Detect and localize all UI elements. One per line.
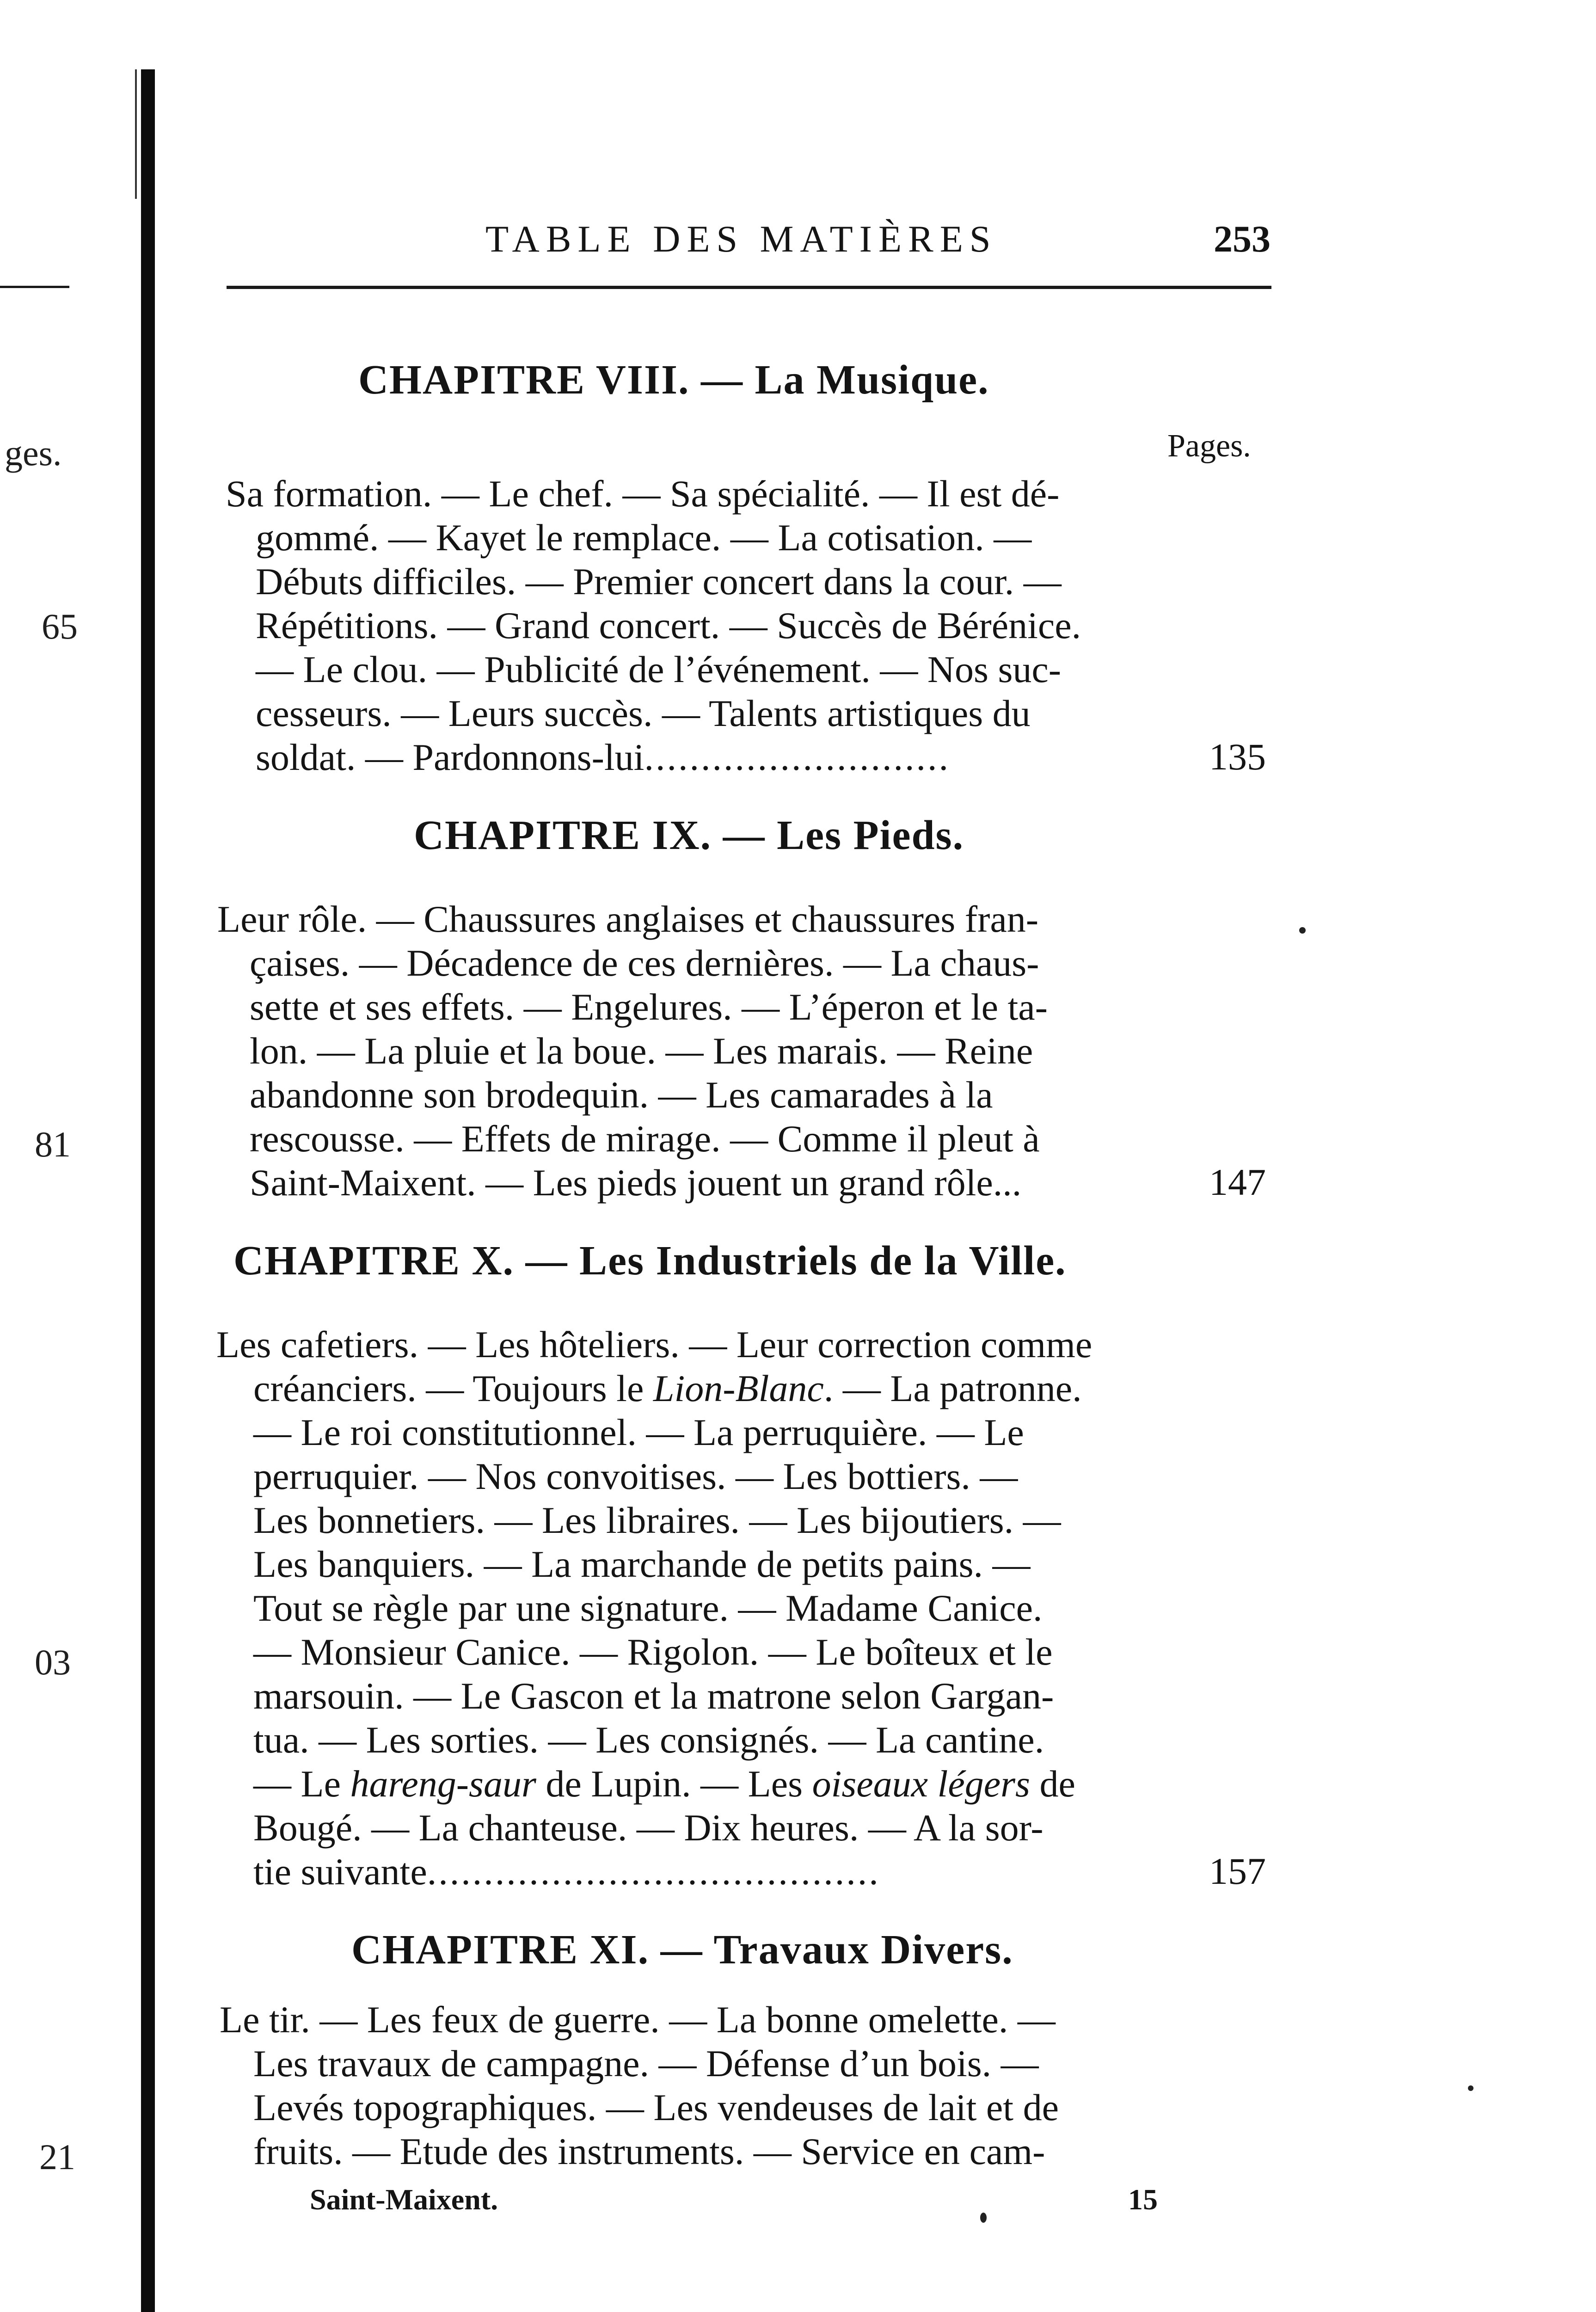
margin-fragment: 81 bbox=[35, 1124, 71, 1164]
entry-line bbox=[253, 1850, 880, 1894]
signature-mark: 15 bbox=[1128, 2183, 1158, 2216]
margin-fragment: ges. bbox=[5, 433, 62, 473]
entry-line bbox=[253, 1762, 1075, 1806]
entry-line bbox=[256, 735, 950, 779]
chapter-title: CHAPITRE X. — Les Industriels de la Ville. bbox=[233, 1238, 1067, 1284]
binding-edge bbox=[135, 69, 137, 199]
entry-line: abandonne son brodequin. — Les camarades à la bbox=[250, 1074, 993, 1116]
entry-italic: Lion-Blanc bbox=[653, 1367, 824, 1409]
entry-line: — Monsieur Canice. — Rigolon. — Le boîteux et le bbox=[253, 1631, 1053, 1673]
entry-last-text: tie suivante bbox=[253, 1851, 427, 1893]
entry-italic: hareng-saur bbox=[350, 1763, 536, 1805]
entry-line: cesseurs. — Leurs succès. — Talents artistiques du bbox=[256, 692, 1031, 734]
entry-page: 135 bbox=[1209, 736, 1266, 778]
chapter-title: CHAPITRE IX. — Les Pieds. bbox=[414, 812, 964, 858]
entry-line: perruquier. — Nos convoitises. — Les bottiers. — bbox=[253, 1455, 1018, 1497]
running-head: TABLE DES MATIÈRES bbox=[485, 218, 997, 260]
leader-dots: ........................................ bbox=[427, 1851, 880, 1893]
entry-line: — Le clou. — Publicité de l’événement. — Nos suc- bbox=[256, 648, 1062, 690]
margin-fragment: 65 bbox=[42, 606, 78, 646]
entry-line bbox=[253, 1366, 1082, 1410]
entry-line: Levés topographiques. — Les vendeuses de lait et de bbox=[253, 2086, 1059, 2128]
chapter-title: CHAPITRE XI. — Travaux Divers. bbox=[351, 1927, 1013, 1973]
chapter-title: CHAPITRE VIII. — La Musique. bbox=[358, 357, 989, 403]
entry-segment: créanciers. — Toujours le bbox=[253, 1367, 653, 1409]
entry-line: tua. — Les sorties. — Les consignés. — La cantine. bbox=[253, 1719, 1044, 1761]
ink-speck bbox=[1468, 2085, 1473, 2091]
entry-line: lon. — La pluie et la boue. — Les marais. — Reine bbox=[250, 1030, 1033, 1072]
entry-line: Saint-Maixent. — Les pieds jouent un grand rôle... bbox=[250, 1162, 1022, 1204]
entry-line: Les travaux de campagne. — Défense d’un bois. — bbox=[253, 2042, 1039, 2084]
entry-line: Les cafetiers. — Les hôteliers. — Leur correction comme bbox=[216, 1323, 1093, 1365]
page-number: 253 bbox=[1214, 218, 1271, 260]
entry-line: Le tir. — Les feux de guerre. — La bonne omelette. — bbox=[220, 1998, 1056, 2041]
entry-line: sette et ses effets. — Engelures. — L’éperon et le ta- bbox=[250, 986, 1048, 1028]
entry-line: çaises. — Décadence de ces dernières. — La chaus- bbox=[250, 942, 1039, 984]
ink-speck bbox=[1299, 927, 1306, 934]
entry-line: Les banquiers. — La marchande de petits pains. — bbox=[253, 1543, 1031, 1585]
header-rule bbox=[227, 286, 1271, 289]
facing-page-rule bbox=[0, 286, 69, 288]
entry-line: rescousse. — Effets de mirage. — Comme il pleut à bbox=[250, 1118, 1040, 1160]
binding-shadow bbox=[141, 69, 155, 2312]
entry-line: Les bonnetiers. — Les libraires. — Les bijoutiers. — bbox=[253, 1499, 1061, 1541]
entry-italic: oiseaux légers bbox=[812, 1763, 1030, 1805]
entry-segment: . — La patronne. bbox=[823, 1367, 1082, 1409]
entry-segment: — Le bbox=[253, 1763, 350, 1805]
entry-line: — Le roi constitutionnel. — La perruquière. — Le bbox=[253, 1411, 1024, 1453]
entry-page: 147 bbox=[1209, 1161, 1266, 1203]
ink-speck bbox=[980, 2213, 987, 2223]
entry-segment: de bbox=[1030, 1763, 1075, 1805]
entry-line: Leur rôle. — Chaussures anglaises et chaussures fran- bbox=[217, 898, 1039, 940]
leader-dots: ........................... bbox=[644, 736, 950, 778]
entry-line: marsouin. — Le Gascon et la matrone selon Gargan- bbox=[253, 1675, 1054, 1717]
entry-line: fruits. — Etude des instruments. — Service en cam- bbox=[253, 2130, 1045, 2172]
entry-line: Sa formation. — Le chef. — Sa spécialité. — Il est dé- bbox=[226, 473, 1060, 515]
margin-fragment: 21 bbox=[39, 2137, 75, 2177]
entry-line: Répétitions. — Grand concert. — Succès de Bérénice. bbox=[256, 604, 1081, 646]
entry-line: Débuts difficiles. — Premier concert dans la cour. — bbox=[256, 560, 1062, 603]
entry-last-text: soldat. — Pardonnons-lui bbox=[256, 736, 645, 778]
margin-fragment: 03 bbox=[35, 1642, 71, 1682]
entry-page: 157 bbox=[1209, 1850, 1266, 1892]
entry-line: Tout se règle par une signature. — Madame Canice. bbox=[253, 1587, 1043, 1629]
entry-segment: de Lupin. — Les bbox=[536, 1763, 812, 1805]
signature-line: Saint-Maixent. bbox=[310, 2183, 498, 2216]
entry-line: Bougé. — La chanteuse. — Dix heures. — A la sor- bbox=[253, 1807, 1044, 1849]
entry-line: gommé. — Kayet le remplace. — La cotisation. — bbox=[256, 517, 1032, 559]
pages-label: Pages. bbox=[1167, 428, 1251, 464]
